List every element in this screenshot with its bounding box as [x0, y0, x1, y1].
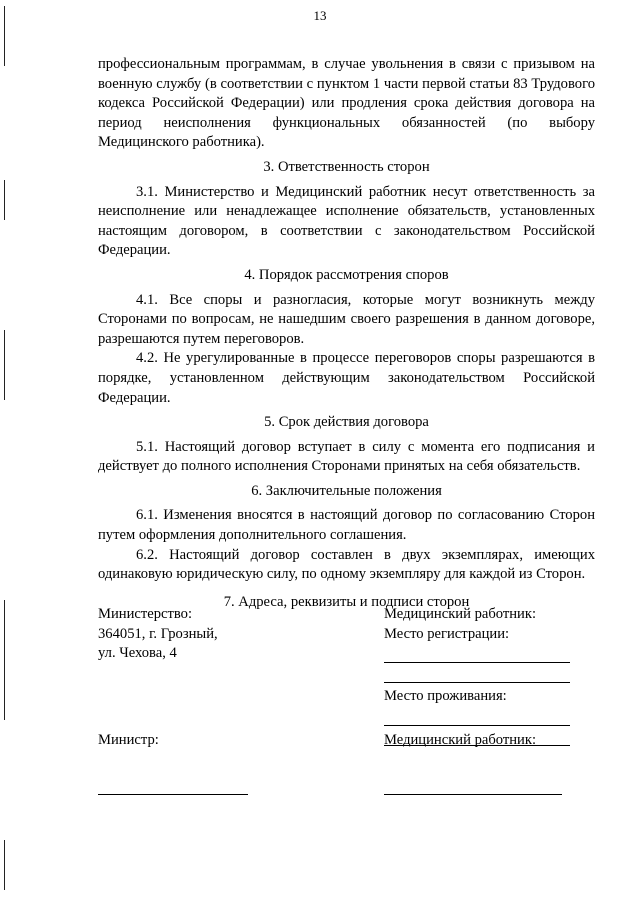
minister-signature-block	[98, 732, 248, 795]
registration-label: Место регистрации:	[384, 625, 510, 642]
minister-label: Министр:	[98, 732, 159, 748]
ministry-address-line1: 364051, г. Грозный,	[98, 625, 218, 642]
intro-paragraph: профессиональным программам, в случае увольнения в связи с призывом на военную службу (в соответствии с пунктом 1 части первой статьи 83 Трудового кодекса Российской Федерации) или продления срока действия договора на период неисполнения функциональных обязанностей (по выбору Медицинского работника).	[98, 56, 595, 151]
clause-6-2: 6.2. Настоящий договор составлен в двух экземплярах, имеющих одинаковую юридическую силу, по одному экземпляру для каждой из Сторон.	[98, 546, 595, 583]
worker-block	[384, 605, 570, 746]
section-heading-disputes: 4. Порядок рассмотрения споров	[244, 266, 449, 283]
section-heading-addresses: 7. Адреса, реквизиты и подписи сторон	[223, 593, 470, 610]
document-body	[98, 55, 595, 617]
section-heading-responsibility: 3. Ответственность сторон	[263, 158, 430, 175]
clause-5-1: 5.1. Настоящий договор вступает в силу с момента его подписания и действует до полного исполнения Сторонами принятых на себя обязательств.	[98, 438, 595, 475]
section-heading-term: 5. Срок действия договора	[264, 414, 429, 431]
clause-4-1: 4.1. Все споры и разногласия, которые могут возникнуть между Сторонами по вопросам, не нашедшим своего разрешения в данном договоре, разрешаются путем переговоров.	[98, 291, 595, 347]
clause-6-1: 6.1. Изменения вносятся в настоящий договор по согласованию Сторон путем оформления дополнительного соглашения.	[98, 507, 595, 544]
scan-edge-mark	[4, 6, 5, 66]
minister-signature-line	[98, 749, 248, 795]
worker-label: Медицинский работник:	[384, 606, 537, 622]
scan-edge-mark	[4, 600, 5, 720]
clause-4-2: 4.2. Не урегулированные в процессе переговоров споры разрешаются в порядке, установленном действующим законодательством Российской Федерации.	[98, 350, 595, 406]
registration-line-2	[384, 663, 570, 683]
scan-edge-mark	[4, 180, 5, 220]
page-number: 13	[313, 8, 327, 23]
ministry-address-line2: ул. Чехова, 4	[98, 645, 177, 662]
worker-signature-line	[384, 749, 562, 795]
worker-signature-block	[384, 732, 562, 795]
registration-line-1	[384, 644, 570, 663]
ministry-label: Министерство:	[98, 606, 193, 622]
scan-edge-mark	[4, 840, 5, 890]
scan-edge-mark	[4, 330, 5, 400]
clause-3-1: 3.1. Министерство и Медицинский работник несут ответственность за неисполнение или ненадлежащее исполнение обязательств, установленных настоящим договором, в соответствии с законодательством Российской Федерации.	[98, 183, 595, 259]
section-heading-final: 6. Заключительные положения	[251, 482, 442, 499]
residence-line-1	[384, 707, 570, 726]
ministry-block	[98, 605, 218, 664]
worker-signature-label: Медицинский работник:	[384, 732, 537, 748]
residence-label: Место проживания:	[384, 688, 507, 705]
